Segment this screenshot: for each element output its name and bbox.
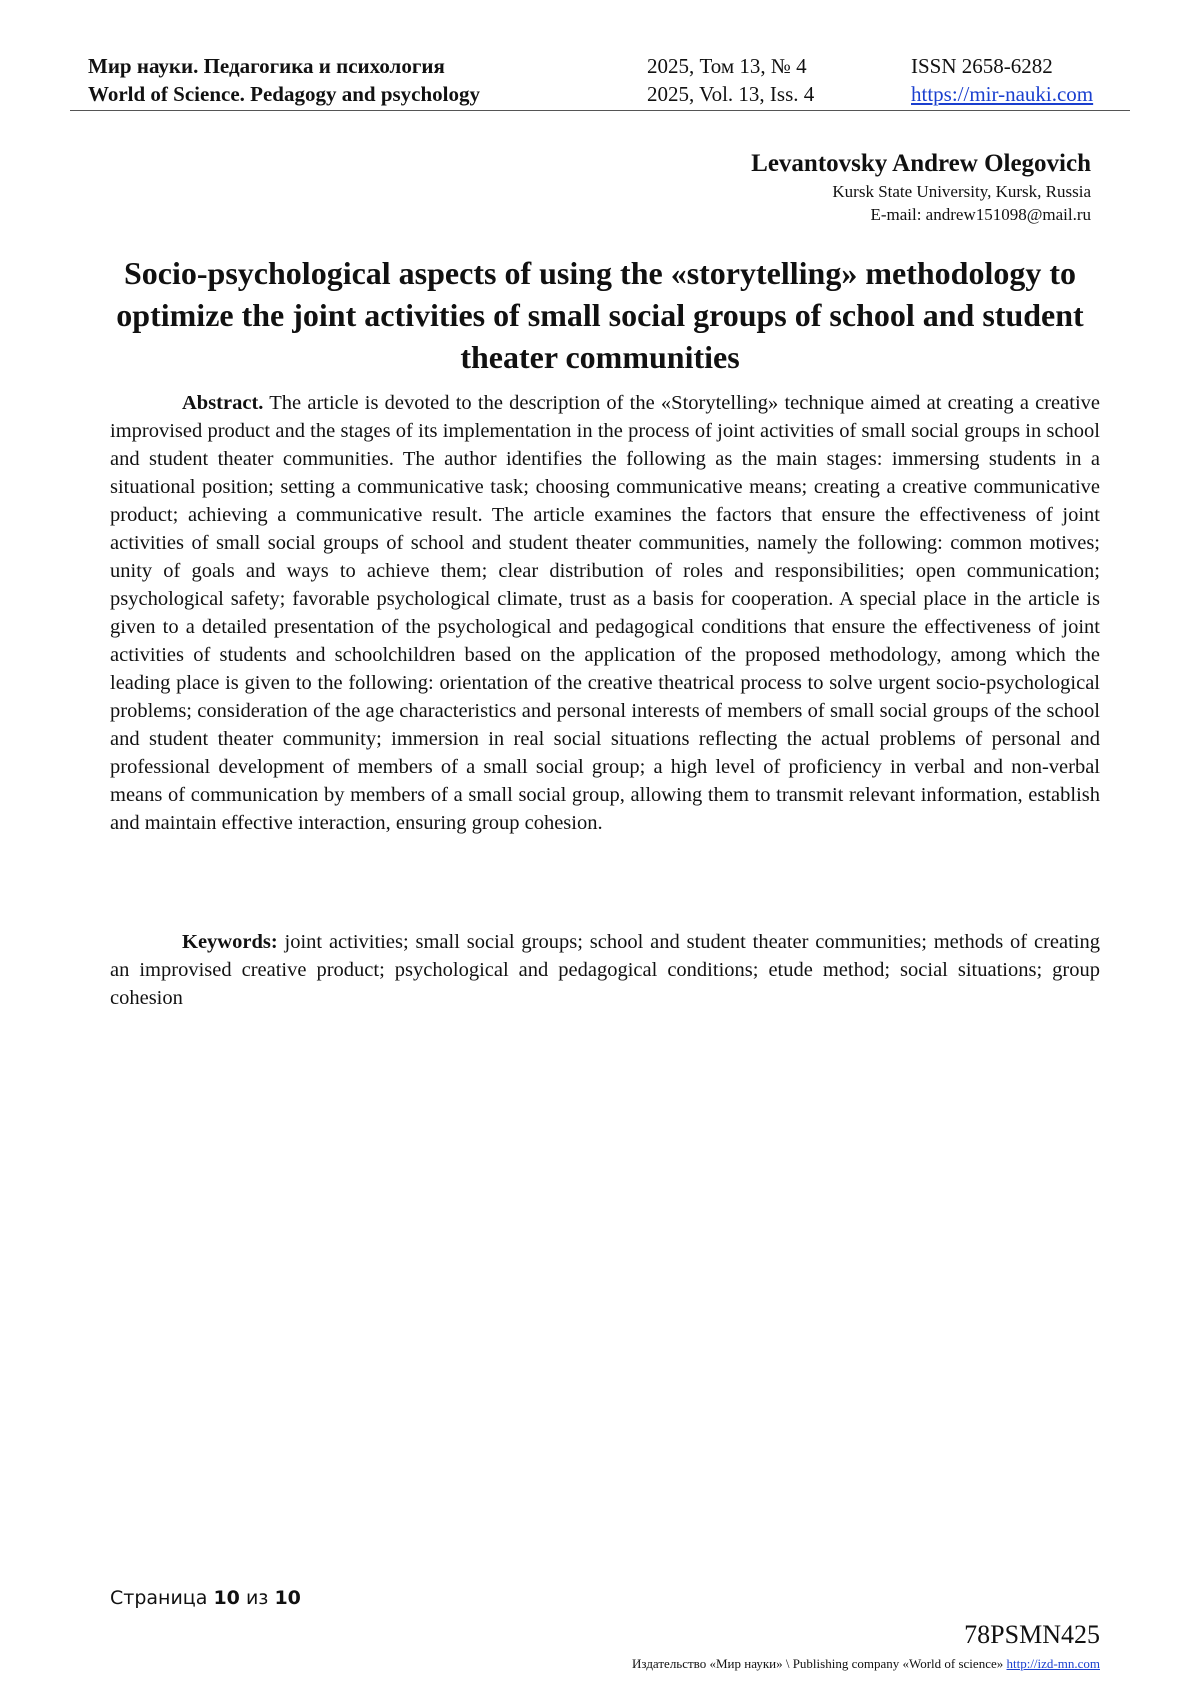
header-row-en (70, 80, 1130, 108)
page-total: 10 (274, 1587, 301, 1609)
publisher-link[interactable]: http://izd-mn.com (1006, 1656, 1100, 1671)
author-block (751, 148, 1091, 226)
page-current: 10 (213, 1587, 240, 1609)
journal-header (70, 52, 1130, 108)
page-sep: из (245, 1587, 269, 1609)
issn: ISSN 2658-6282 (911, 54, 1053, 78)
header-row-ru (70, 52, 1130, 80)
issue-ru: 2025, Том 13, № 4 (647, 54, 807, 78)
journal-title-ru: Мир науки. Педагогика и психология (88, 54, 445, 78)
author-email: E-mail: andrew151098@mail.ru (870, 205, 1091, 224)
journal-url-wrap (911, 80, 1093, 108)
article-title: Socio-psychological aspects of using the «storytelling» methodology to optimize the joint activities of small social groups of school and student theater communities (116, 255, 1084, 375)
author-affiliation: Kursk State University, Kursk, Russia (832, 182, 1091, 201)
abstract-text: The article is devoted to the description of the «Storytelling» technique aimed at creating a creative improvised product and the stages of its implementation in the process of joint activities of small social groups in school and student theater communities. The author identifies the following as the main stages: immersing students in a situational position; setting a communicative task; choosing communicative means; creating a creative communicative product; achieving a communicative result. The article examines the factors that ensure the effectiveness of joint activities of small social groups of school and student theater communities, namely the following: common motives; unity of goals and ways to achieve them; clear distribution of roles and responsibilities; open communication; psychological safety; favorable psychological climate, trust as a basis for cooperation. A special place in the article is given to a detailed presentation of the psychological and pedagogical conditions that ensure the effectiveness of joint activities of students and schoolchildren based on the application of the proposed methodology, among which the leading place is given to the following: orientation of the creative theatrical process to solve urgent socio-psychological problems; consideration of the age characteristics and personal interests of members of small social groups of the school and student theater community; immersion in real social situations reflecting the actual problems of personal and professional development of members of a small social group; a high level of proficiency in verbal and non-verbal means of communication by members of a small social group, allowing them to transmit relevant information, establish and maintain effective interaction, ensuring group cohesion. (110, 392, 1100, 834)
keywords-label: Keywords: (182, 931, 278, 953)
journal-title-en: World of Science. Pedagogy and psychology (88, 82, 481, 106)
page-prefix: Страница (110, 1587, 208, 1609)
page-number (110, 1587, 301, 1609)
journal-url-link[interactable]: https://mir-nauki.com (911, 82, 1094, 106)
publisher-text: Издательство «Мир науки» \ Publishing company «World of science» (632, 1656, 1004, 1671)
keywords-text: joint activities; small social groups; school and student theater communities; methods of creating an improvised creative product; psychological and pedagogical conditions; etude method; social situations; group cohesion (110, 931, 1101, 1009)
publisher-line (632, 1656, 1100, 1672)
article-code: 78PSMN425 (964, 1620, 1100, 1649)
issue-en: 2025, Vol. 13, Iss. 4 (647, 82, 815, 106)
header-divider (70, 110, 1130, 111)
keywords (110, 928, 1100, 1012)
author-name: Levantovsky Andrew Olegovich (751, 150, 1091, 177)
abstract (110, 389, 1100, 837)
abstract-label: Abstract. (182, 392, 264, 414)
